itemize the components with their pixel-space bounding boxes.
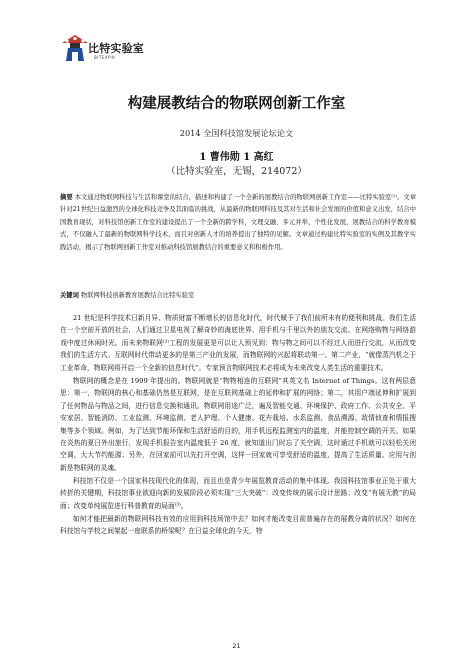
- keywords-text: 物联网科技创新教育展教结合比特实验室: [80, 292, 195, 299]
- keywords: [60, 290, 416, 302]
- abstract: [60, 192, 416, 254]
- abstract-text: 本文通过物联网科技与生活和课堂的结合，描述和构建了一个全新的展教结合的物联网创新工作室——比特实验室⁽¹⁾。文章针对21世纪日益激烈的全球化科技竞争及其面临的挑战，从最新的物联网科技及其对生活和社会发展的价值和意义出发，结合中国教育现状，对科技馆创新工作室的建设提出了一个全新的跨学科，文理交融、多元并举，个性化发展，展教结合的科学教育模式，不仅融入了最新的物联网科学技术，而且对创新人才的培养提出了独特的见解。文章通过构建比特实验室的实例及其教学实践活动，揭示了物联网创新工作室对推动科技馆展教结合的重要意义和积极作用。: [60, 194, 416, 251]
- paper-authors: 1 曹伟勋 1 高红: [199, 152, 274, 163]
- body-paragraph: 物联网的概念是在 1999 年提出的。物联网就是“物物相连的互联网”其英文名 Internet of Things。这有两层意思：第一，物联网的核心和基础仍然是互联网，是在互联网基础上的延伸和扩展的网络；第二，其用户端延伸和扩展到了任何物品与物品之间，进行信息交换和通讯。物联网用途广泛，遍及智能交通、环境保护、政府工作、公共安全、平安家居、智能消防、工业监测、环境监测、老人护理、个人健康、花卉栽培、水系监测、食品溯源、敌情侦查和情报搜集等多个领域。例如，为了达到节能环保和生活舒适的目的，用手机远程监测室内的温度，并能控制空调的开关。如果在炎热的夏日外出旅行，发现手机报告室内温度低于 26 度，就知道出门时忘了关空调，这时通过手机就可以轻松关闭空调，大大节约能源；另外，在回家前可以先打开空调，这样一回家就可享受舒适的温度，提高了生活质量。应用与创新是物联网的灵魂。: [60, 376, 416, 472]
- body-paragraph: 21 世纪是科学技术日新月异、物质财富不断增长的信息化时代，时代赋予了我们前所未有的便利和挑战。我们生活在一个空前开放的社会，人们通过卫星电视了解奇妙的海底世界、用手机与千里以外的朋友交流、在网络购物与网络游戏中度过休闲时光。而未来物联网⁽²⁾工程的发展更是可以让人预见到：物与物之间可以不经过人而进行交流，从而改变我们的生活方式。互联网时代带动更多的是第三产业的发展，而物联网的兴起将联动第一、第二产业，“就像蒸汽机之于工业革命，物联网将开启一个全新的信息时代”。专家预言物联网技术必将成为未来改变人类生活的重要技术。: [60, 314, 416, 372]
- brand-subtext: BITEXP®: [94, 55, 116, 60]
- body-text: [60, 312, 416, 538]
- brand-name: 比特实验室: [88, 42, 144, 55]
- lab-logo-icon: [58, 30, 92, 64]
- body-paragraph: 科技馆不仅是一个国家科技现代化的体现，而且也是青少年展览教育活动的集中体现。我国科技馆事业正处于重大转折的关键期，科技馆事业欲迎向新的发展阶段必须实现“三大突破”：改变传统的展示设计思路；改变“有展无教”的局面；改变单纯展览进行科普教育的局面⁽³⁾。: [60, 476, 416, 510]
- body-paragraph: 如何才能把最新的物联网科技有效的应用到科技场馆中去？如何才能改变目前普遍存在的展教分离的状况？如何在科技馆与学校之间架起一座联系的桥梁呢？在日益全球化的今天，特: [60, 514, 416, 536]
- paper-subtitle: 2014 全国科技馆发展论坛论文: [179, 128, 294, 138]
- brand-logo: [58, 30, 168, 68]
- abstract-label: 摘要: [60, 194, 73, 201]
- paper-affiliation: （比特实验室，无锡，214072）: [166, 166, 307, 177]
- paper-title: 构建展教结合的物联网创新工作室: [127, 96, 346, 112]
- page-number: 21: [232, 642, 241, 650]
- keywords-label: 关键词: [60, 292, 79, 299]
